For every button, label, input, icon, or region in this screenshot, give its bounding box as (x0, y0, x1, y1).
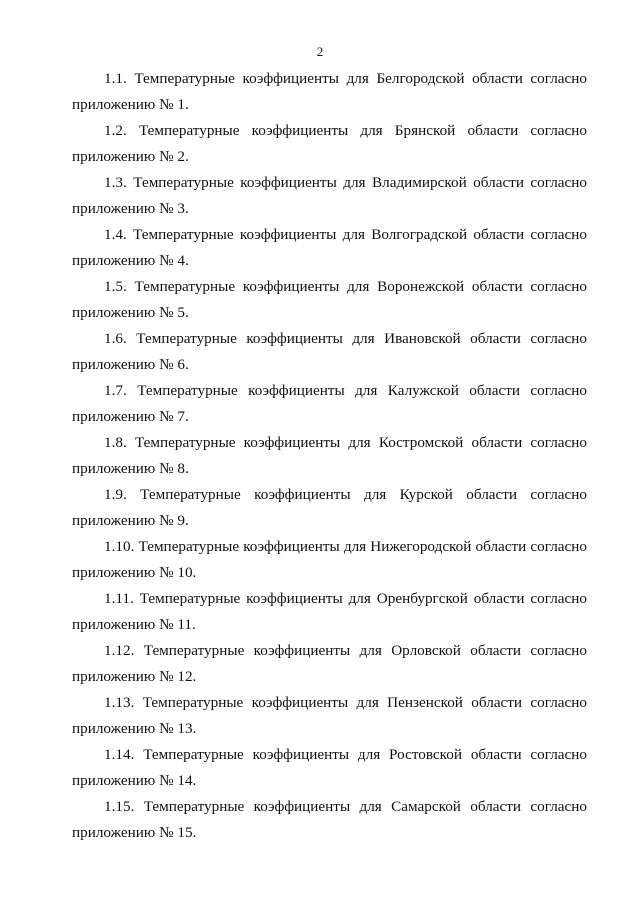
list-item: 1.13. Температурные коэффициенты для Пензенской области согласно приложению № 13. (72, 694, 587, 737)
list-item: 1.3. Температурные коэффициенты для Владимирской области согласно приложению № 3. (72, 174, 587, 217)
page-number: 2 (316, 44, 324, 59)
list-item: 1.2. Температурные коэффициенты для Брянской области согласно приложению № 2. (72, 122, 587, 165)
list-item: 1.1. Температурные коэффициенты для Белгородской области согласно приложению № 1. (72, 70, 587, 113)
list-item: 1.12. Температурные коэффициенты для Орловской области согласно приложению № 12. (72, 642, 587, 685)
list-item: 1.7. Температурные коэффициенты для Калужской области согласно приложению № 7. (72, 382, 587, 425)
list-item: 1.11. Температурные коэффициенты для Оренбургской области согласно приложению № 11. (72, 590, 587, 633)
list-item: 1.8. Температурные коэффициенты для Костромской области согласно приложению № 8. (72, 434, 587, 477)
list-item: 1.10. Температурные коэффициенты для Нижегородской области согласно приложению № 10. (72, 538, 587, 581)
list-item: 1.6. Температурные коэффициенты для Ивановской области согласно приложению № 6. (72, 330, 587, 373)
list-item: 1.9. Температурные коэффициенты для Курской области согласно приложению № 9. (72, 486, 587, 529)
list-item: 1.15. Температурные коэффициенты для Самарской области согласно приложению № 15. (72, 798, 587, 841)
list-item: 1.14. Температурные коэффициенты для Ростовской области согласно приложению № 14. (72, 746, 587, 789)
document-body (72, 66, 587, 846)
list-item: 1.5. Температурные коэффициенты для Воронежской области согласно приложению № 5. (72, 278, 587, 321)
list-item: 1.4. Температурные коэффициенты для Волгоградской области согласно приложению № 4. (72, 226, 587, 269)
